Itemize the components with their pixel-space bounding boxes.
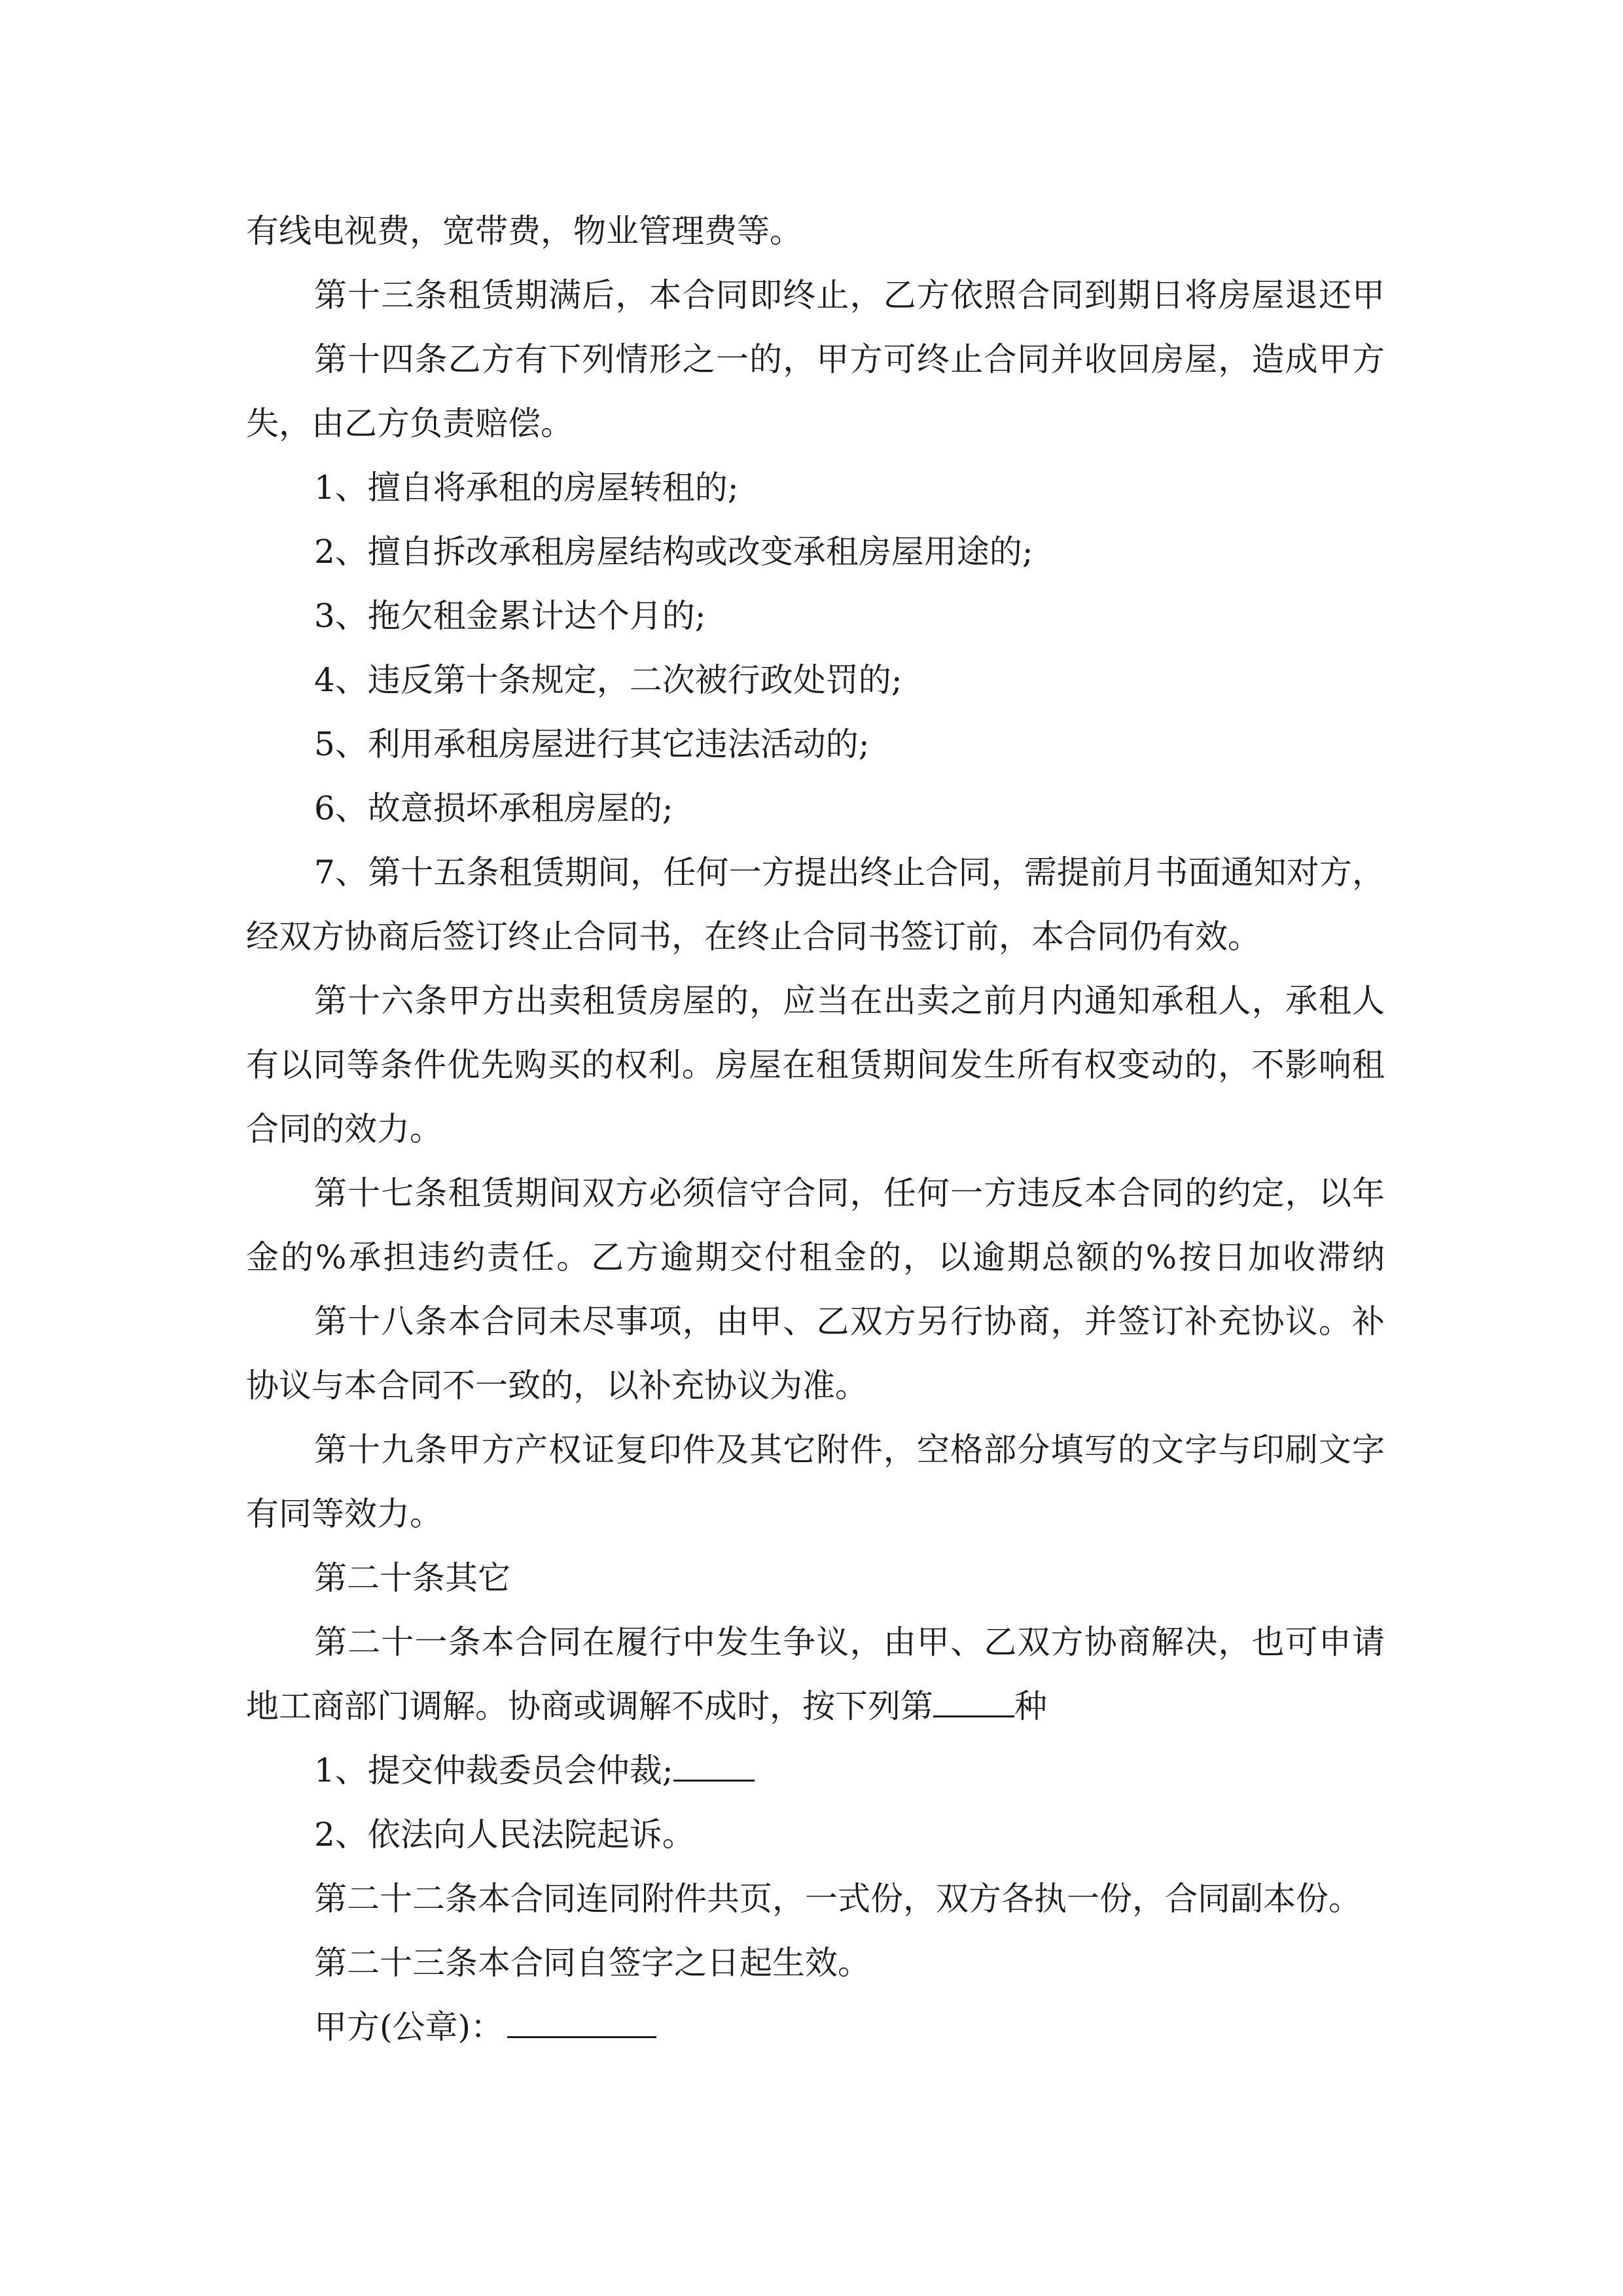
text-line: 第十六条甲方出卖租赁房屋的，应当在出卖之前月内通知承租人，承租人 [314,982,1385,1020]
text-line: 合同的效力。 [246,1110,442,1148]
option-arbitration [246,1738,1385,1803]
text-line: 6、故意损坏承租房屋的; [314,789,673,827]
arbitration-committee-blank [673,1753,755,1782]
text-line: 3、拖欠租金累计达个月的; [314,597,706,635]
party-a-seal-blank [507,2010,656,2038]
option-court [246,1803,1385,1867]
text-line: 失，由乙方负责赔偿。 [246,404,573,442]
arbitration-choice-blank [933,1689,1014,1717]
text-line: 第十九条甲方产权证复印件及其它附件，空格部分填写的文字与印刷文字 [314,1431,1385,1469]
clause-23 [246,1931,1385,1995]
arbitration-line [246,1674,1385,1738]
document-body [246,199,1385,2059]
text-line: 第十三条租赁期满后，本合同即终止，乙方依照合同到期日将房屋退还甲 [314,276,1385,314]
text-line: 2、擅自拆改承租房屋结构或改变承租房屋用途的; [314,533,1033,571]
text-line: 第二十一条本合同在履行中发生争议，由甲、乙双方协商解决，也可申请 [314,1623,1385,1661]
text-line: 第十四条乙方有下列情形之一的，甲方可终止合同并收回房屋，造成甲方 [314,340,1385,378]
party-a-label: 甲方(公章)： [314,2008,504,2046]
text-line: 有线电视费，宽带费，物业管理费等。 [246,212,802,250]
text-line: 经双方协商后签订终止合同书，在终止合同书签订前，本合同仍有效。 [246,918,1260,956]
option-court-text: 2、依法向人民法院起诉。 [314,1816,695,1854]
text-line: 有以同等条件优先购买的权利。房屋在租赁期间发生所有权变动的，不影响租 [246,1046,1385,1084]
text-line: 金的%承担违约责任。乙方逾期交付租金的，以逾期总额的%按日加收滞纳 [246,1238,1385,1276]
text-line: 有同等效力。 [246,1495,442,1533]
text-line: 4、违反第十条规定，二次被行政处罚的; [314,661,902,699]
text-line: 第十八条本合同未尽事项，由甲、乙双方另行协商，并签订补充协议。补 [314,1302,1385,1340]
contract-text [246,199,1385,1674]
party-a-signature [246,1995,1385,2059]
clause-22-text: 第二十二条本合同连同附件共页，一式份，双方各执一份，合同副本份。 [314,1880,1361,1918]
text-line: 第十七条租赁期间双方必须信守合同，任何一方违反本合同的约定，以年 [314,1174,1385,1212]
text-line: 5、利用承租房屋进行其它违法活动的; [314,725,870,763]
text-line: 7、第十五条租赁期间，任何一方提出终止合同，需提前月书面通知对方， [314,853,1385,891]
clause-23-text: 第二十三条本合同自签字之日起生效。 [314,1944,870,1982]
arbitration-text: 地工商部门调解。协商或调解不成时，按下列第 [246,1687,933,1725]
option-arbitration-text: 1、提交仲裁委员会仲裁; [314,1751,673,1789]
arbitration-suffix: 种 [1014,1687,1047,1725]
clause-22 [246,1867,1385,1931]
text-line: 协议与本合同不一致的，以补充协议为准。 [246,1367,868,1405]
text-line: 1、擅自将承租的房屋转租的; [314,469,739,507]
text-line: 第二十条其它 [314,1559,510,1597]
